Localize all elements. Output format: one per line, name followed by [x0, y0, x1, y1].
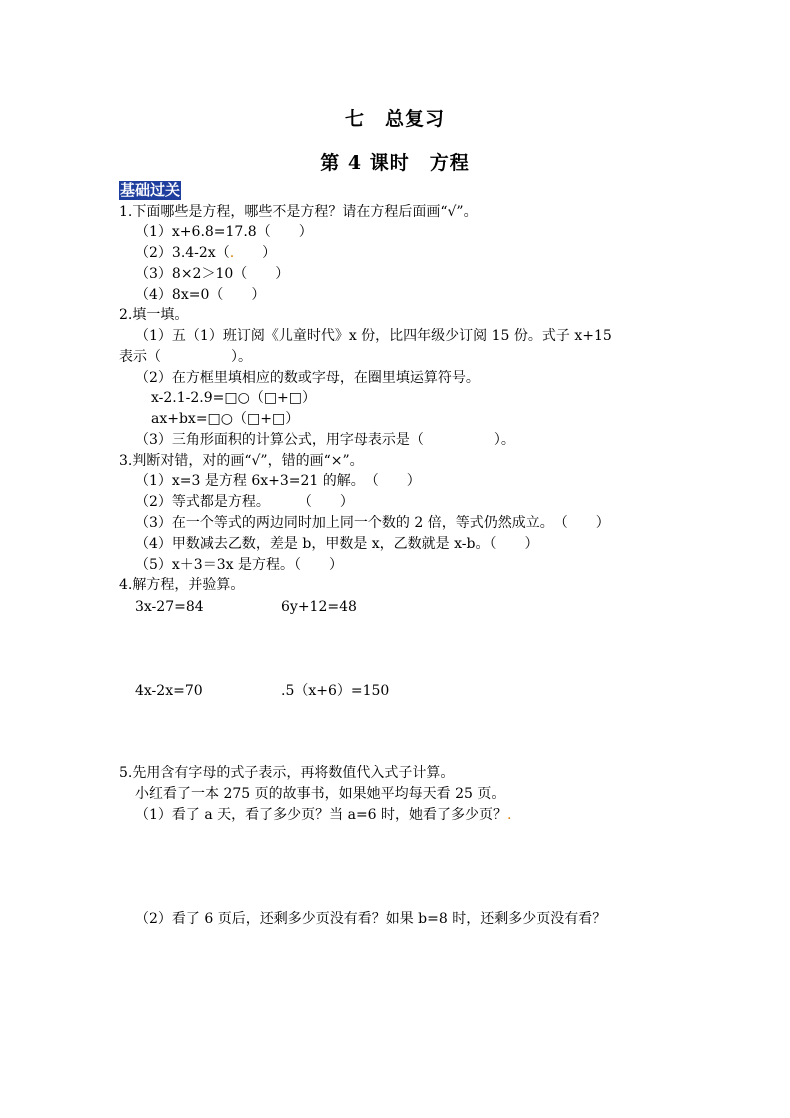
q3-item-3: （3）在一个等式的两边同时加上同一个数的 2 倍，等式仍然成立。 （ ）	[135, 515, 610, 531]
q3-item-4: （4）甲数减去乙数，差是 b，甲数是 x，乙数就是 x-b。（ ）	[135, 536, 539, 552]
q2-part2: （2）在方框里填相应的数或字母，在圈里填运算符号。	[135, 370, 480, 386]
q4-equation-2: 6y+12=48	[281, 599, 357, 615]
q1-item-2-tail: ）	[234, 245, 277, 261]
q5-part1-mark: .	[507, 807, 512, 823]
q2-equation-1: x-2.1-2.9=□○（□+□）	[151, 390, 316, 406]
q4-equation-1: 3x-27=84	[135, 599, 204, 615]
q2-prompt: 2.填一填。	[119, 307, 189, 323]
q3-prompt: 3.判断对错，对的画“√”，错的画“×”。	[119, 453, 364, 469]
q5-prompt: 5.先用含有字母的式子表示，再将数值代入式子计算。	[119, 765, 455, 781]
q4-equation-4: .5（x+6）=150	[281, 683, 390, 699]
q1-item-1: （1）x+6.8=17.8（ ）	[135, 224, 313, 240]
q5-part1-text: （1）看了 a 天，看了多少页？当 a=6 时，她看了多少页？	[135, 807, 508, 823]
q1-item-3: （3）8×2＞10（ ）	[135, 266, 290, 282]
q1-item-2-mark: .	[229, 245, 235, 261]
q2-part1-line1: （1）五（1）班订阅《儿童时代》x 份，比四年级少订阅 15 份。式子 x+15	[135, 328, 612, 344]
chapter-title: 七 总复习	[344, 108, 445, 130]
q3-item-1: （1）x=3 是方程 6x+3=21 的解。 （ ）	[135, 473, 421, 489]
q5-context: 小红看了一本 275 页的故事书，如果她平均每天看 25 页。	[135, 786, 506, 802]
q2-part1-line2: 表示（ ）。	[119, 349, 252, 365]
q1-prompt: 1.下面哪些是方程，哪些不是方程？请在方程后面画“√”。	[119, 204, 478, 220]
lesson-title: 第 4 课时 方程	[320, 152, 470, 174]
q3-item-2: （2）等式都是方程。 （ ）	[135, 494, 354, 510]
q1-item-2	[135, 244, 276, 262]
q2-equation-2: ax+bx=□○（□+□）	[151, 411, 300, 427]
q2-part3: （3）三角形面积的计算公式，用字母表示是（ ）。	[135, 432, 515, 448]
q4-prompt: 4.解方程，并验算。	[119, 577, 245, 593]
q1-item-4: （4）8x=0（ ）	[135, 287, 266, 303]
q3-item-5: （5）x＋3＝3x 是方程。（ ）	[135, 557, 343, 573]
q5-part1	[135, 806, 512, 824]
section-badge: 基础过关	[120, 181, 181, 199]
section-badge-row	[119, 181, 181, 200]
q1-item-2-text: （2）3.4-2x（	[135, 245, 230, 261]
q4-equation-3: 4x-2x=70	[135, 683, 203, 699]
q5-part2: （2）看了 6 页后，还剩多少页没有看？如果 b=8 时，还剩多少页没有看？	[135, 911, 607, 927]
